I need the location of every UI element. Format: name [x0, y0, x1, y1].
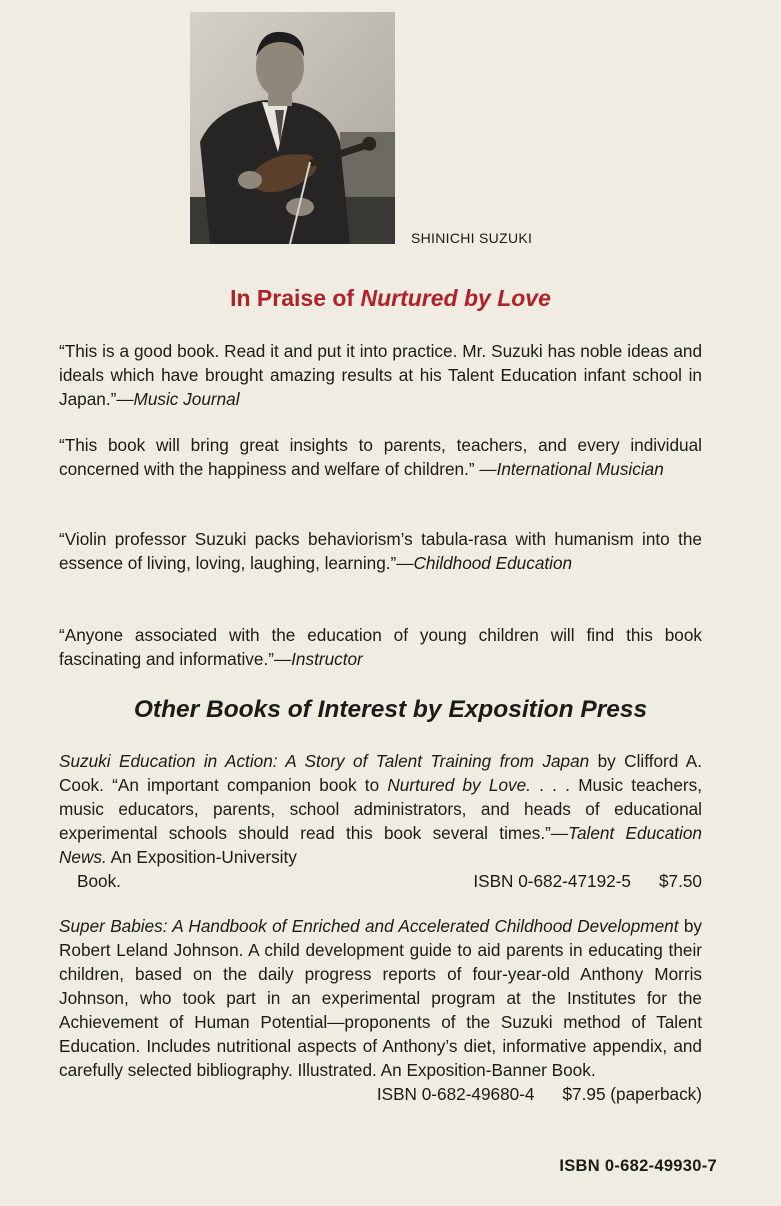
praise-heading — [0, 285, 781, 312]
quote-text: “Violin professor Suzuki packs behaviorism’s tabula-rasa with humanism into the essence of living, loving, laughing, learning.”— — [59, 529, 702, 573]
quote-text: “This is a good book. Read it and put it into practice. Mr. Suzuki has noble ideas and ideals which have brought amazing results at his Talent Education infant school in Japan.”— — [59, 341, 702, 409]
book-isbn: ISBN 0-682-47192-5 — [473, 871, 631, 891]
quote-source: Childhood Education — [413, 553, 573, 573]
quote-source: Music Journal — [133, 389, 240, 409]
other-books-heading: Other Books of Interest by Exposition Press — [133, 696, 648, 723]
book-source: Talent Education News. — [59, 823, 702, 867]
author-photo — [190, 12, 395, 244]
praise-quote-3 — [59, 527, 702, 575]
book-price: $7.95 (paperback) — [562, 1084, 702, 1104]
praise-heading-prefix: In Praise of — [230, 285, 361, 311]
back-cover-isbn: ISBN 0-682-49930-7 — [559, 1157, 717, 1175]
book-entry-1 — [59, 749, 702, 893]
quote-text: “Anyone associated with the education of young children will find this book fascinating and informative.”— — [59, 625, 702, 669]
book-isbn: ISBN 0-682-49680-4 — [376, 1084, 535, 1104]
book-desc: by Clifford A. Cook. “An important companion book to — [59, 751, 703, 795]
book-tail: Book. — [77, 871, 121, 891]
book-entry-2 — [59, 914, 702, 1106]
quote-source: International Musician — [496, 459, 664, 479]
praise-quote-1 — [59, 339, 702, 411]
praise-quote-2 — [59, 433, 702, 481]
book-title: Suzuki Education in Action: A Story of Talent Training from Japan — [59, 751, 590, 771]
praise-heading-book: Nurtured by Love — [360, 285, 551, 311]
quote-source: Instructor — [291, 649, 363, 669]
book-price: $7.50 — [658, 871, 702, 891]
book-desc: by Robert Leland Johnson. A child development guide to aid parents in educating their children, based on the daily progress reports of four-year-old Anthony Morris Johnson, who took part in an experimental program at the Institutes for the Achievement of Human Potential—proponents of the Suzuki method of Talent Education. Includes nutritional aspects of Anthony’s diet, informative appendix, and carefully selected bibliography. Illustrated. An Exposition-Banner Book. — [59, 916, 702, 1080]
book-title: Super Babies: A Handbook of Enriched and Accelerated Childhood Development — [59, 916, 679, 936]
praise-quote-4 — [59, 623, 702, 671]
quote-text: “This book will bring great insights to parents, teachers, and every individual concerned with the happiness and welfare of children.” — — [59, 435, 702, 479]
book-desc-end: An Exposition-University — [106, 847, 297, 867]
photo-caption: SHINICHI SUZUKI — [411, 230, 533, 246]
author-photo-illustration — [190, 12, 395, 244]
book-desc-cont: . . . Music teachers, music educators, parents, school administrators, and heads of educational experimental schools should read this book several times.”— — [59, 775, 703, 843]
book-ref: Nurtured by Love. — [387, 775, 531, 795]
